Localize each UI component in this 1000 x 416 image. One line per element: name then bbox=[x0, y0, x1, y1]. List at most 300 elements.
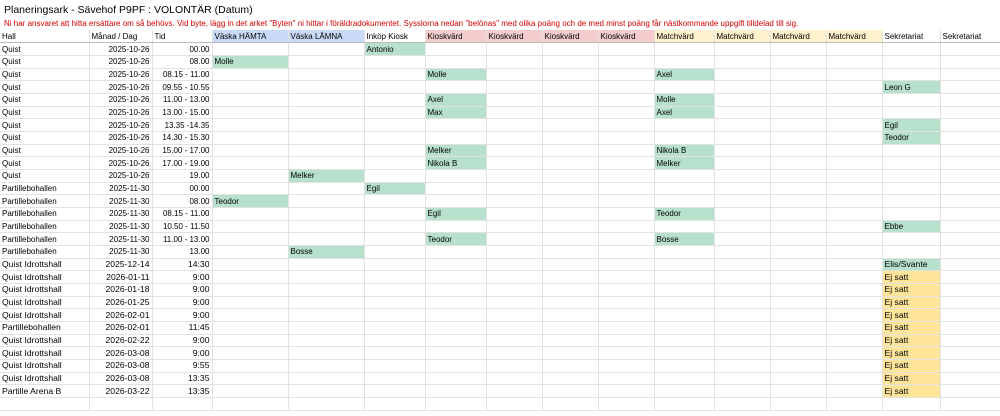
column-header[interactable]: Kioskvärd bbox=[486, 30, 542, 43]
cell-assignment[interactable] bbox=[212, 68, 288, 81]
cell-assignment[interactable] bbox=[882, 207, 940, 220]
cell-assignment[interactable] bbox=[288, 385, 364, 398]
cell-assignment[interactable] bbox=[770, 207, 826, 220]
cell-assignment[interactable] bbox=[940, 43, 1000, 56]
cell-assignment[interactable] bbox=[364, 309, 425, 322]
cell-assignment[interactable] bbox=[598, 309, 654, 322]
cell-assignment[interactable] bbox=[542, 144, 598, 157]
cell-assignment[interactable] bbox=[826, 144, 882, 157]
empty-cell[interactable] bbox=[364, 397, 425, 410]
cell-assignment[interactable] bbox=[826, 309, 882, 322]
cell-time[interactable]: 13.35 -14.35 bbox=[152, 119, 212, 132]
cell-assignment[interactable] bbox=[714, 296, 770, 309]
cell-assignment[interactable] bbox=[770, 144, 826, 157]
cell-assignment[interactable] bbox=[714, 207, 770, 220]
cell-time[interactable]: 13:35 bbox=[152, 385, 212, 398]
cell-hall[interactable]: Quist Idrottshall bbox=[0, 283, 89, 296]
empty-cell[interactable] bbox=[940, 397, 1000, 410]
cell-hall[interactable]: Partillebohallen bbox=[0, 233, 89, 246]
cell-assignment[interactable] bbox=[770, 182, 826, 195]
cell-assignment[interactable] bbox=[882, 55, 940, 68]
cell-assignment[interactable] bbox=[940, 106, 1000, 119]
cell-assignment[interactable] bbox=[212, 220, 288, 233]
cell-assignment[interactable] bbox=[770, 220, 826, 233]
cell-assignment[interactable] bbox=[598, 385, 654, 398]
column-header[interactable]: Väska LÄMNA bbox=[288, 30, 364, 43]
cell-assignment[interactable] bbox=[425, 169, 486, 182]
cell-date[interactable]: 2025-10-26 bbox=[89, 119, 152, 132]
cell-time[interactable]: 08.00 bbox=[152, 195, 212, 208]
cell-assignment[interactable] bbox=[364, 233, 425, 246]
cell-assignment[interactable] bbox=[826, 283, 882, 296]
cell-assignment[interactable]: Ej satt bbox=[882, 309, 940, 322]
cell-assignment[interactable] bbox=[940, 220, 1000, 233]
cell-assignment[interactable] bbox=[598, 347, 654, 360]
cell-time[interactable]: 9:00 bbox=[152, 309, 212, 322]
cell-assignment[interactable] bbox=[826, 81, 882, 94]
cell-assignment[interactable] bbox=[826, 321, 882, 334]
cell-assignment[interactable] bbox=[826, 195, 882, 208]
cell-assignment[interactable] bbox=[288, 296, 364, 309]
cell-assignment[interactable] bbox=[826, 68, 882, 81]
empty-cell[interactable] bbox=[152, 397, 212, 410]
cell-assignment[interactable] bbox=[598, 233, 654, 246]
cell-assignment[interactable] bbox=[364, 157, 425, 170]
cell-hall[interactable]: Quist bbox=[0, 169, 89, 182]
cell-assignment[interactable] bbox=[542, 195, 598, 208]
cell-assignment[interactable] bbox=[288, 195, 364, 208]
cell-assignment[interactable] bbox=[714, 119, 770, 132]
cell-assignment[interactable] bbox=[654, 220, 714, 233]
cell-assignment[interactable] bbox=[288, 207, 364, 220]
column-header[interactable]: Kioskvärd bbox=[542, 30, 598, 43]
cell-assignment[interactable] bbox=[826, 347, 882, 360]
cell-date[interactable]: 2026-03-08 bbox=[89, 347, 152, 360]
cell-time[interactable]: 08.15 - 11.00 bbox=[152, 68, 212, 81]
cell-assignment[interactable] bbox=[598, 157, 654, 170]
cell-assignment[interactable] bbox=[486, 207, 542, 220]
cell-assignment[interactable] bbox=[212, 119, 288, 132]
cell-assignment[interactable] bbox=[654, 334, 714, 347]
cell-assignment[interactable] bbox=[486, 296, 542, 309]
empty-cell[interactable] bbox=[882, 397, 940, 410]
cell-assignment[interactable] bbox=[598, 321, 654, 334]
cell-hall[interactable]: Quist bbox=[0, 68, 89, 81]
cell-time[interactable]: 11:45 bbox=[152, 321, 212, 334]
cell-assignment[interactable] bbox=[770, 258, 826, 271]
cell-hall[interactable]: Quist Idrottshall bbox=[0, 334, 89, 347]
cell-hall[interactable]: Partille Arena B bbox=[0, 385, 89, 398]
cell-assignment[interactable] bbox=[940, 296, 1000, 309]
cell-assignment[interactable] bbox=[826, 55, 882, 68]
cell-assignment[interactable] bbox=[714, 283, 770, 296]
cell-hall[interactable]: Quist bbox=[0, 157, 89, 170]
empty-cell[interactable] bbox=[826, 397, 882, 410]
cell-assignment[interactable] bbox=[598, 220, 654, 233]
cell-assignment[interactable] bbox=[714, 43, 770, 56]
cell-assignment[interactable] bbox=[940, 258, 1000, 271]
cell-assignment[interactable] bbox=[288, 220, 364, 233]
cell-assignment[interactable] bbox=[486, 309, 542, 322]
empty-cell[interactable] bbox=[542, 397, 598, 410]
cell-assignment[interactable] bbox=[288, 68, 364, 81]
cell-assignment[interactable] bbox=[940, 347, 1000, 360]
cell-assignment[interactable] bbox=[940, 93, 1000, 106]
cell-assignment[interactable] bbox=[598, 245, 654, 258]
cell-hall[interactable]: Quist Idrottshall bbox=[0, 271, 89, 284]
cell-assignment[interactable] bbox=[542, 321, 598, 334]
cell-assignment[interactable] bbox=[654, 296, 714, 309]
column-header[interactable]: Sekretariat bbox=[940, 30, 1000, 43]
cell-assignment[interactable]: Ebbe bbox=[882, 220, 940, 233]
cell-date[interactable]: 2025-11-30 bbox=[89, 195, 152, 208]
cell-assignment[interactable] bbox=[882, 106, 940, 119]
cell-assignment[interactable] bbox=[486, 258, 542, 271]
cell-assignment[interactable] bbox=[598, 207, 654, 220]
cell-assignment[interactable] bbox=[542, 43, 598, 56]
cell-assignment[interactable] bbox=[770, 372, 826, 385]
cell-assignment[interactable] bbox=[486, 385, 542, 398]
cell-hall[interactable]: Quist bbox=[0, 131, 89, 144]
cell-hall[interactable]: Quist Idrottshall bbox=[0, 359, 89, 372]
cell-assignment[interactable] bbox=[714, 68, 770, 81]
cell-assignment[interactable] bbox=[714, 220, 770, 233]
cell-assignment[interactable] bbox=[288, 321, 364, 334]
cell-assignment[interactable] bbox=[212, 233, 288, 246]
empty-cell[interactable] bbox=[714, 397, 770, 410]
cell-assignment[interactable] bbox=[940, 372, 1000, 385]
cell-assignment[interactable] bbox=[542, 93, 598, 106]
cell-assignment[interactable] bbox=[212, 169, 288, 182]
cell-assignment[interactable] bbox=[940, 182, 1000, 195]
cell-assignment[interactable] bbox=[542, 271, 598, 284]
cell-date[interactable]: 2026-01-25 bbox=[89, 296, 152, 309]
cell-assignment[interactable] bbox=[542, 119, 598, 132]
cell-assignment[interactable] bbox=[882, 169, 940, 182]
cell-assignment[interactable] bbox=[882, 144, 940, 157]
cell-assignment[interactable]: Axel bbox=[654, 106, 714, 119]
cell-assignment[interactable] bbox=[486, 321, 542, 334]
cell-date[interactable]: 2026-01-11 bbox=[89, 271, 152, 284]
cell-assignment[interactable]: Elis/Svante bbox=[882, 258, 940, 271]
cell-assignment[interactable] bbox=[940, 207, 1000, 220]
cell-assignment[interactable] bbox=[364, 245, 425, 258]
cell-assignment[interactable] bbox=[882, 195, 940, 208]
cell-assignment[interactable] bbox=[882, 182, 940, 195]
empty-cell[interactable] bbox=[598, 397, 654, 410]
cell-assignment[interactable] bbox=[212, 334, 288, 347]
cell-hall[interactable]: Quist bbox=[0, 93, 89, 106]
cell-assignment[interactable] bbox=[212, 321, 288, 334]
cell-date[interactable]: 2025-11-30 bbox=[89, 182, 152, 195]
cell-assignment[interactable] bbox=[425, 43, 486, 56]
cell-assignment[interactable] bbox=[770, 68, 826, 81]
cell-date[interactable]: 2025-10-26 bbox=[89, 93, 152, 106]
cell-assignment[interactable] bbox=[882, 93, 940, 106]
cell-assignment[interactable] bbox=[425, 309, 486, 322]
cell-assignment[interactable] bbox=[770, 93, 826, 106]
cell-assignment[interactable] bbox=[654, 195, 714, 208]
cell-assignment[interactable] bbox=[425, 385, 486, 398]
column-header[interactable]: Matchvärd bbox=[770, 30, 826, 43]
cell-time[interactable]: 00.00 bbox=[152, 182, 212, 195]
cell-time[interactable]: 13.00 bbox=[152, 245, 212, 258]
cell-assignment[interactable] bbox=[770, 347, 826, 360]
cell-assignment[interactable] bbox=[714, 321, 770, 334]
cell-assignment[interactable] bbox=[212, 81, 288, 94]
cell-assignment[interactable] bbox=[212, 347, 288, 360]
cell-assignment[interactable] bbox=[364, 271, 425, 284]
empty-cell[interactable] bbox=[425, 397, 486, 410]
cell-assignment[interactable] bbox=[940, 169, 1000, 182]
cell-assignment[interactable]: Molle bbox=[212, 55, 288, 68]
cell-assignment[interactable] bbox=[486, 195, 542, 208]
cell-assignment[interactable] bbox=[542, 81, 598, 94]
cell-assignment[interactable] bbox=[425, 81, 486, 94]
column-header[interactable]: Väska HÄMTA bbox=[212, 30, 288, 43]
cell-assignment[interactable] bbox=[598, 169, 654, 182]
cell-assignment[interactable] bbox=[770, 296, 826, 309]
cell-assignment[interactable] bbox=[425, 347, 486, 360]
cell-assignment[interactable] bbox=[654, 271, 714, 284]
cell-assignment[interactable] bbox=[364, 321, 425, 334]
cell-assignment[interactable] bbox=[212, 144, 288, 157]
cell-assignment[interactable] bbox=[486, 144, 542, 157]
cell-assignment[interactable] bbox=[425, 195, 486, 208]
column-header[interactable]: Matchvärd bbox=[654, 30, 714, 43]
cell-time[interactable]: 13:35 bbox=[152, 372, 212, 385]
cell-assignment[interactable] bbox=[598, 106, 654, 119]
cell-assignment[interactable] bbox=[486, 68, 542, 81]
cell-hall[interactable]: Quist bbox=[0, 144, 89, 157]
cell-assignment[interactable] bbox=[364, 283, 425, 296]
cell-assignment[interactable] bbox=[770, 106, 826, 119]
cell-assignment[interactable] bbox=[212, 283, 288, 296]
cell-assignment[interactable] bbox=[882, 43, 940, 56]
cell-assignment[interactable] bbox=[826, 233, 882, 246]
cell-assignment[interactable] bbox=[654, 309, 714, 322]
cell-assignment[interactable] bbox=[364, 93, 425, 106]
cell-assignment[interactable] bbox=[364, 385, 425, 398]
cell-assignment[interactable] bbox=[364, 144, 425, 157]
column-header[interactable]: Kioskvärd bbox=[425, 30, 486, 43]
cell-assignment[interactable] bbox=[940, 131, 1000, 144]
cell-assignment[interactable] bbox=[654, 258, 714, 271]
cell-date[interactable]: 2026-03-08 bbox=[89, 359, 152, 372]
cell-time[interactable]: 13.00 - 15.00 bbox=[152, 106, 212, 119]
cell-assignment[interactable] bbox=[212, 385, 288, 398]
cell-assignment[interactable] bbox=[770, 157, 826, 170]
cell-assignment[interactable] bbox=[288, 119, 364, 132]
cell-assignment[interactable] bbox=[826, 106, 882, 119]
cell-assignment[interactable] bbox=[714, 233, 770, 246]
cell-assignment[interactable]: Ej satt bbox=[882, 372, 940, 385]
cell-assignment[interactable] bbox=[826, 385, 882, 398]
column-header[interactable]: Matchvärd bbox=[826, 30, 882, 43]
cell-assignment[interactable] bbox=[364, 131, 425, 144]
cell-assignment[interactable] bbox=[364, 207, 425, 220]
cell-assignment[interactable] bbox=[364, 258, 425, 271]
cell-assignment[interactable] bbox=[486, 43, 542, 56]
cell-hall[interactable]: Quist Idrottshall bbox=[0, 309, 89, 322]
cell-hall[interactable]: Quist Idrottshall bbox=[0, 258, 89, 271]
cell-assignment[interactable] bbox=[542, 131, 598, 144]
cell-date[interactable]: 2026-03-08 bbox=[89, 372, 152, 385]
cell-assignment[interactable] bbox=[486, 157, 542, 170]
cell-assignment[interactable]: Max bbox=[425, 106, 486, 119]
cell-time[interactable]: 9:00 bbox=[152, 296, 212, 309]
cell-assignment[interactable] bbox=[714, 385, 770, 398]
cell-assignment[interactable]: Melker bbox=[425, 144, 486, 157]
cell-assignment[interactable] bbox=[826, 258, 882, 271]
cell-hall[interactable]: Quist Idrottshall bbox=[0, 347, 89, 360]
cell-time[interactable]: 9:55 bbox=[152, 359, 212, 372]
cell-assignment[interactable] bbox=[770, 359, 826, 372]
column-header[interactable]: Kioskvärd bbox=[598, 30, 654, 43]
cell-date[interactable]: 2025-10-26 bbox=[89, 157, 152, 170]
cell-assignment[interactable] bbox=[654, 245, 714, 258]
cell-assignment[interactable] bbox=[714, 169, 770, 182]
cell-assignment[interactable] bbox=[486, 245, 542, 258]
cell-assignment[interactable]: Ej satt bbox=[882, 347, 940, 360]
cell-assignment[interactable] bbox=[940, 233, 1000, 246]
cell-assignment[interactable]: Ej satt bbox=[882, 334, 940, 347]
cell-date[interactable]: 2025-10-26 bbox=[89, 68, 152, 81]
cell-assignment[interactable] bbox=[212, 207, 288, 220]
cell-assignment[interactable] bbox=[288, 258, 364, 271]
cell-hall[interactable]: Quist bbox=[0, 81, 89, 94]
cell-date[interactable]: 2025-12-14 bbox=[89, 258, 152, 271]
cell-assignment[interactable] bbox=[940, 81, 1000, 94]
cell-time[interactable]: 09.55 - 10.55 bbox=[152, 81, 212, 94]
cell-assignment[interactable] bbox=[288, 81, 364, 94]
cell-assignment[interactable] bbox=[654, 55, 714, 68]
cell-assignment[interactable] bbox=[364, 68, 425, 81]
cell-assignment[interactable] bbox=[425, 334, 486, 347]
cell-assignment[interactable] bbox=[770, 131, 826, 144]
cell-assignment[interactable] bbox=[542, 283, 598, 296]
cell-assignment[interactable] bbox=[288, 271, 364, 284]
cell-assignment[interactable]: Egil bbox=[425, 207, 486, 220]
cell-date[interactable]: 2025-10-26 bbox=[89, 144, 152, 157]
cell-assignment[interactable] bbox=[288, 283, 364, 296]
cell-assignment[interactable] bbox=[940, 55, 1000, 68]
cell-assignment[interactable] bbox=[364, 119, 425, 132]
cell-assignment[interactable] bbox=[598, 131, 654, 144]
cell-assignment[interactable] bbox=[940, 157, 1000, 170]
cell-assignment[interactable] bbox=[714, 245, 770, 258]
cell-assignment[interactable] bbox=[826, 207, 882, 220]
column-header[interactable]: Månad / Dag bbox=[89, 30, 152, 43]
cell-assignment[interactable] bbox=[288, 157, 364, 170]
cell-assignment[interactable]: Melker bbox=[288, 169, 364, 182]
cell-assignment[interactable] bbox=[542, 245, 598, 258]
cell-assignment[interactable] bbox=[770, 385, 826, 398]
cell-assignment[interactable] bbox=[940, 195, 1000, 208]
cell-assignment[interactable] bbox=[212, 271, 288, 284]
cell-assignment[interactable] bbox=[654, 372, 714, 385]
cell-assignment[interactable] bbox=[288, 43, 364, 56]
cell-time[interactable]: 14.30 - 15.30 bbox=[152, 131, 212, 144]
cell-assignment[interactable] bbox=[288, 233, 364, 246]
cell-assignment[interactable] bbox=[212, 296, 288, 309]
cell-time[interactable]: 19.00 bbox=[152, 169, 212, 182]
cell-assignment[interactable] bbox=[364, 106, 425, 119]
cell-assignment[interactable] bbox=[770, 195, 826, 208]
cell-hall[interactable]: Quist bbox=[0, 106, 89, 119]
cell-assignment[interactable]: Antonio bbox=[364, 43, 425, 56]
cell-assignment[interactable] bbox=[364, 220, 425, 233]
cell-assignment[interactable] bbox=[714, 347, 770, 360]
cell-assignment[interactable] bbox=[714, 81, 770, 94]
cell-assignment[interactable] bbox=[826, 93, 882, 106]
cell-assignment[interactable] bbox=[486, 359, 542, 372]
cell-assignment[interactable] bbox=[598, 372, 654, 385]
cell-assignment[interactable] bbox=[542, 359, 598, 372]
cell-assignment[interactable] bbox=[714, 157, 770, 170]
cell-assignment[interactable] bbox=[940, 68, 1000, 81]
cell-assignment[interactable] bbox=[654, 43, 714, 56]
cell-time[interactable]: 11.00 - 13.00 bbox=[152, 233, 212, 246]
cell-assignment[interactable] bbox=[288, 182, 364, 195]
cell-assignment[interactable] bbox=[882, 68, 940, 81]
cell-assignment[interactable] bbox=[714, 372, 770, 385]
cell-date[interactable]: 2026-02-01 bbox=[89, 321, 152, 334]
cell-assignment[interactable] bbox=[425, 271, 486, 284]
cell-assignment[interactable] bbox=[486, 347, 542, 360]
cell-assignment[interactable] bbox=[940, 359, 1000, 372]
cell-assignment[interactable] bbox=[212, 43, 288, 56]
cell-time[interactable]: 10.50 - 11.50 bbox=[152, 220, 212, 233]
cell-assignment[interactable] bbox=[598, 93, 654, 106]
cell-assignment[interactable] bbox=[770, 283, 826, 296]
cell-assignment[interactable] bbox=[654, 283, 714, 296]
cell-assignment[interactable]: Ej satt bbox=[882, 321, 940, 334]
cell-assignment[interactable]: Bosse bbox=[654, 233, 714, 246]
cell-assignment[interactable] bbox=[940, 245, 1000, 258]
cell-time[interactable]: 9:00 bbox=[152, 347, 212, 360]
cell-assignment[interactable]: Melker bbox=[654, 157, 714, 170]
cell-assignment[interactable] bbox=[288, 131, 364, 144]
empty-cell[interactable] bbox=[770, 397, 826, 410]
cell-assignment[interactable] bbox=[598, 119, 654, 132]
cell-assignment[interactable]: Molle bbox=[654, 93, 714, 106]
cell-assignment[interactable] bbox=[770, 321, 826, 334]
cell-assignment[interactable] bbox=[940, 144, 1000, 157]
column-header[interactable]: Tid bbox=[152, 30, 212, 43]
cell-assignment[interactable] bbox=[542, 258, 598, 271]
cell-assignment[interactable] bbox=[826, 119, 882, 132]
cell-assignment[interactable] bbox=[542, 68, 598, 81]
cell-assignment[interactable] bbox=[425, 359, 486, 372]
cell-date[interactable]: 2025-10-26 bbox=[89, 106, 152, 119]
cell-assignment[interactable] bbox=[654, 81, 714, 94]
cell-assignment[interactable] bbox=[364, 334, 425, 347]
cell-assignment[interactable] bbox=[364, 81, 425, 94]
cell-assignment[interactable] bbox=[714, 55, 770, 68]
cell-assignment[interactable]: Axel bbox=[654, 68, 714, 81]
cell-assignment[interactable] bbox=[486, 233, 542, 246]
cell-assignment[interactable] bbox=[542, 157, 598, 170]
cell-assignment[interactable] bbox=[542, 347, 598, 360]
cell-assignment[interactable] bbox=[826, 43, 882, 56]
cell-assignment[interactable]: Teodor bbox=[212, 195, 288, 208]
cell-assignment[interactable] bbox=[364, 359, 425, 372]
column-header[interactable]: Hall bbox=[0, 30, 89, 43]
cell-assignment[interactable] bbox=[288, 372, 364, 385]
cell-assignment[interactable] bbox=[826, 182, 882, 195]
cell-assignment[interactable] bbox=[425, 220, 486, 233]
